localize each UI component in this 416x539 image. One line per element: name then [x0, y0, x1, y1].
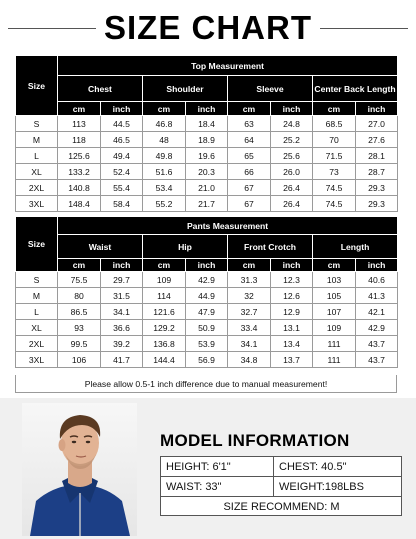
size-cell: 3XL — [16, 352, 58, 368]
table-row — [16, 336, 398, 352]
measurement-cell: 28.7 — [356, 164, 398, 180]
table-row — [16, 164, 398, 180]
table-row — [16, 116, 398, 132]
measurement-cell: 67 — [228, 196, 271, 212]
measurement-cell: 99.5 — [58, 336, 101, 352]
measurement-cell: 93 — [58, 320, 101, 336]
measurement-cell: 58.4 — [101, 196, 143, 212]
model-info-title: MODEL INFORMATION — [160, 431, 350, 450]
measurement-cell: 133.2 — [58, 164, 101, 180]
measurement-cell: 20.3 — [186, 164, 228, 180]
measurement-cell: 140.8 — [58, 180, 101, 196]
size-cell: S — [16, 272, 58, 288]
size-cell: XL — [16, 164, 58, 180]
measurement-cell: 31.5 — [101, 288, 143, 304]
unit-inch: inch — [271, 102, 313, 116]
measurement-cell: 74.5 — [313, 196, 356, 212]
table-row — [16, 288, 398, 304]
measurement-cell: 25.2 — [271, 132, 313, 148]
measurement-cell: 13.7 — [271, 352, 313, 368]
unit-cm: cm — [313, 102, 356, 116]
measurement-cell: 47.9 — [186, 304, 228, 320]
measurement-cell: 25.6 — [271, 148, 313, 164]
measurement-cell: 125.6 — [58, 148, 101, 164]
column-header-waist: Waist — [58, 235, 143, 259]
measurement-cell: 65 — [228, 148, 271, 164]
unit-inch: inch — [186, 259, 228, 272]
measurement-cell: 50.9 — [186, 320, 228, 336]
measurement-cell: 67 — [228, 180, 271, 196]
unit-inch: inch — [356, 259, 398, 272]
column-header-hip: Hip — [143, 235, 228, 259]
unit-cm: cm — [228, 259, 271, 272]
measurement-cell: 51.6 — [143, 164, 186, 180]
measurement-cell: 44.9 — [186, 288, 228, 304]
unit-inch: inch — [101, 259, 143, 272]
column-header-front-crotch: Front Crotch — [228, 235, 313, 259]
table-row — [16, 196, 398, 212]
measurement-cell: 56.9 — [186, 352, 228, 368]
measurement-cell: 26.4 — [271, 196, 313, 212]
measurement-cell: 18.4 — [186, 116, 228, 132]
measurement-cell: 43.7 — [356, 352, 398, 368]
unit-cm: cm — [58, 102, 101, 116]
measurement-cell: 113 — [58, 116, 101, 132]
measurement-cell: 18.9 — [186, 132, 228, 148]
table-row — [16, 304, 398, 320]
measurement-cell: 29.3 — [356, 180, 398, 196]
measurement-cell: 32.7 — [228, 304, 271, 320]
measurement-cell: 13.1 — [271, 320, 313, 336]
unit-inch: inch — [101, 102, 143, 116]
pants-table-body — [16, 272, 398, 368]
measurement-cell: 86.5 — [58, 304, 101, 320]
measurement-cell: 74.5 — [313, 180, 356, 196]
measurement-cell: 106 — [58, 352, 101, 368]
measurement-cell: 27.6 — [356, 132, 398, 148]
measurement-cell: 13.4 — [271, 336, 313, 352]
measurement-note: Please allow 0.5-1 inch difference due to manual measurement! — [15, 375, 397, 393]
column-header-chest: Chest — [58, 76, 143, 102]
measurement-cell: 114 — [143, 288, 186, 304]
measurement-cell: 44.5 — [101, 116, 143, 132]
measurement-cell: 42.9 — [186, 272, 228, 288]
measurement-cell: 73 — [313, 164, 356, 180]
measurement-cell: 36.6 — [101, 320, 143, 336]
table-row — [16, 132, 398, 148]
size-cell: 2XL — [16, 180, 58, 196]
measurement-cell: 34.1 — [101, 304, 143, 320]
unit-inch: inch — [186, 102, 228, 116]
model-waist: WAIST: 33" — [166, 480, 222, 493]
measurement-cell: 118 — [58, 132, 101, 148]
measurement-cell: 19.6 — [186, 148, 228, 164]
size-cell: L — [16, 304, 58, 320]
measurement-cell: 12.6 — [271, 288, 313, 304]
measurement-cell: 21.7 — [186, 196, 228, 212]
size-cell: M — [16, 132, 58, 148]
section-title: Pants Measurement — [58, 217, 398, 235]
model-height: HEIGHT: 6'1" — [166, 460, 231, 473]
measurement-cell: 40.6 — [356, 272, 398, 288]
measurement-cell: 111 — [313, 336, 356, 352]
model-chest: CHEST: 40.5" — [279, 460, 347, 473]
table-row — [16, 272, 398, 288]
measurement-cell: 12.3 — [271, 272, 313, 288]
measurement-cell: 121.6 — [143, 304, 186, 320]
measurement-cell: 46.5 — [101, 132, 143, 148]
title-divider-left — [8, 28, 96, 29]
measurement-cell: 103 — [313, 272, 356, 288]
measurement-cell: 71.5 — [313, 148, 356, 164]
size-cell: XL — [16, 320, 58, 336]
measurement-cell: 26.0 — [271, 164, 313, 180]
page-title: SIZE CHART — [104, 9, 312, 46]
measurement-cell: 144.4 — [143, 352, 186, 368]
measurement-cell: 12.9 — [271, 304, 313, 320]
unit-cm: cm — [58, 259, 101, 272]
measurement-cell: 41.7 — [101, 352, 143, 368]
model-info-table — [160, 456, 402, 516]
measurement-cell: 21.0 — [186, 180, 228, 196]
measurement-cell: 53.9 — [186, 336, 228, 352]
size-cell: M — [16, 288, 58, 304]
model-size-recommend: SIZE RECOMMEND: M — [223, 500, 340, 513]
measurement-cell: 29.7 — [101, 272, 143, 288]
measurement-cell: 64 — [228, 132, 271, 148]
column-header-sleeve: Sleeve — [228, 76, 313, 102]
title-row — [0, 8, 416, 48]
measurement-cell: 80 — [58, 288, 101, 304]
measurement-cell: 52.4 — [101, 164, 143, 180]
measurement-cell: 42.9 — [356, 320, 398, 336]
top-table-body — [16, 116, 398, 212]
measurement-cell: 39.2 — [101, 336, 143, 352]
measurement-cell: 28.1 — [356, 148, 398, 164]
measurement-cell: 111 — [313, 352, 356, 368]
measurement-cell: 31.3 — [228, 272, 271, 288]
measurement-cell: 34.8 — [228, 352, 271, 368]
measurement-cell: 107 — [313, 304, 356, 320]
measurement-cell: 70 — [313, 132, 356, 148]
size-cell: S — [16, 116, 58, 132]
table-row — [16, 180, 398, 196]
measurement-cell: 49.8 — [143, 148, 186, 164]
measurement-cell: 148.4 — [58, 196, 101, 212]
measurement-cell: 33.4 — [228, 320, 271, 336]
size-cell: L — [16, 148, 58, 164]
measurement-cell: 55.4 — [101, 180, 143, 196]
measurement-cell: 136.8 — [143, 336, 186, 352]
measurement-cell: 42.1 — [356, 304, 398, 320]
measurement-cell: 129.2 — [143, 320, 186, 336]
pants-measurement-table — [15, 216, 398, 368]
column-header-shoulder: Shoulder — [143, 76, 228, 102]
measurement-cell: 43.7 — [356, 336, 398, 352]
unit-cm: cm — [143, 259, 186, 272]
table-row — [16, 148, 398, 164]
measurement-cell: 48 — [143, 132, 186, 148]
measurement-cell: 53.4 — [143, 180, 186, 196]
measurement-cell: 49.4 — [101, 148, 143, 164]
column-header-length: Length — [313, 235, 398, 259]
measurement-cell: 109 — [313, 320, 356, 336]
model-weight: WEIGHT:198LBS — [279, 480, 364, 493]
top-measurement-table — [15, 55, 398, 212]
measurement-cell: 109 — [143, 272, 186, 288]
unit-cm: cm — [313, 259, 356, 272]
measurement-cell: 55.2 — [143, 196, 186, 212]
section-title: Top Measurement — [58, 56, 398, 76]
size-header: Size — [16, 56, 58, 116]
measurement-cell: 105 — [313, 288, 356, 304]
measurement-cell: 75.5 — [58, 272, 101, 288]
table-row — [16, 352, 398, 368]
measurement-cell: 27.0 — [356, 116, 398, 132]
measurement-cell: 29.3 — [356, 196, 398, 212]
table-row — [16, 320, 398, 336]
column-header-center-back-length: Center Back Length — [313, 76, 398, 102]
unit-inch: inch — [271, 259, 313, 272]
unit-cm: cm — [228, 102, 271, 116]
measurement-cell: 32 — [228, 288, 271, 304]
measurement-cell: 68.5 — [313, 116, 356, 132]
unit-inch: inch — [356, 102, 398, 116]
model-photo — [22, 403, 137, 536]
size-header: Size — [16, 217, 58, 272]
size-cell: 3XL — [16, 196, 58, 212]
measurement-cell: 63 — [228, 116, 271, 132]
title-divider-right — [320, 28, 408, 29]
measurement-cell: 46.8 — [143, 116, 186, 132]
size-cell: 2XL — [16, 336, 58, 352]
measurement-cell: 66 — [228, 164, 271, 180]
measurement-cell: 26.4 — [271, 180, 313, 196]
measurement-cell: 24.8 — [271, 116, 313, 132]
measurement-cell: 41.3 — [356, 288, 398, 304]
measurement-cell: 34.1 — [228, 336, 271, 352]
unit-cm: cm — [143, 102, 186, 116]
